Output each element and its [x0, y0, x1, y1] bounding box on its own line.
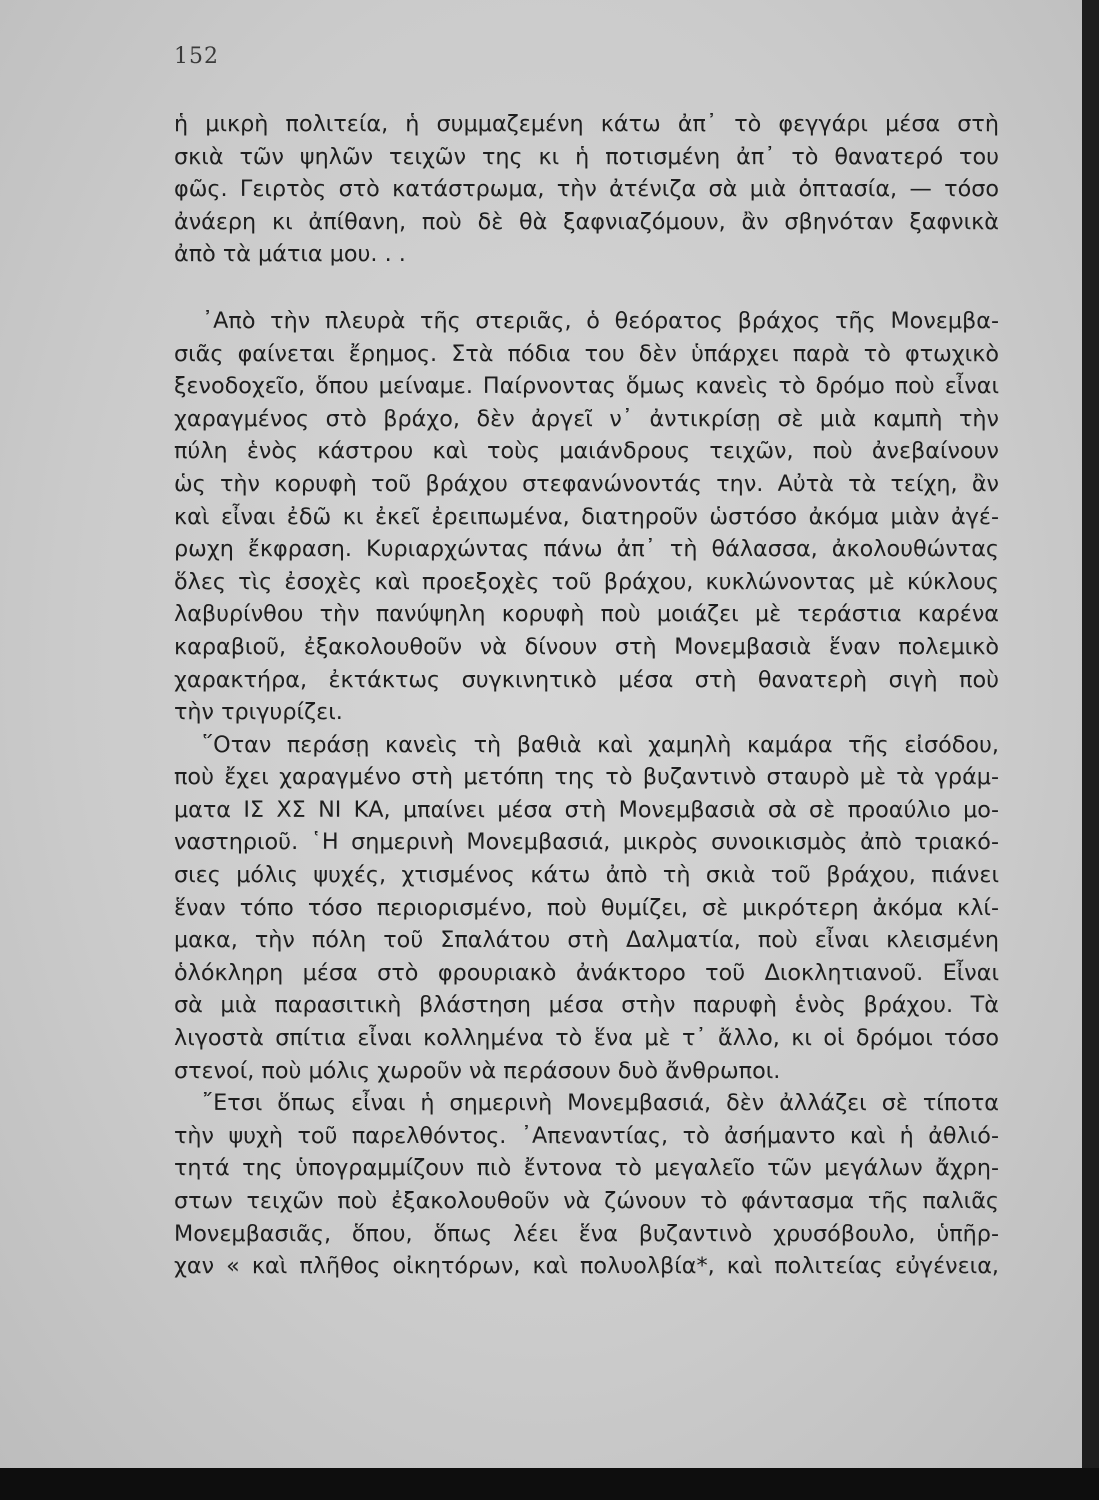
- text-line: ῞Οταν περάσῃ κανεὶς τὴ βαθιὰ καὶ χαμηλὴ καμάρα τῆς εἰσόδου,: [202, 731, 999, 758]
- text-line: ἡ μικρὴ πολιτεία, ἡ συμμαζεμένη κάτω ἀπ᾽ τὸ φεγγάρι μέσα στὴ: [174, 111, 999, 137]
- text-line: πύλη ἑνὸς κάστρου καὶ τοὺς μαιάνδρους τειχῶν, ποὺ ἀνεβαίνουν: [174, 438, 999, 465]
- text-line: ῎Ετσι ὅπως εἶναι ἡ σημερινὴ Μονεμβασιά, δὲν ἀλλάζει σὲ τίποτα: [202, 1090, 999, 1117]
- scan-bottom-border: [0, 1468, 1099, 1500]
- text-line: ὡς τὴν κορυφὴ τοῦ βράχου στεφανώνοντάς την. Αὐτὰ τὰ τείχη, ἂν: [174, 470, 999, 497]
- text-line: ἕναν τόπο τόσο περιορισμένο, ποὺ θυμίζει, σὲ μικρότερη ἀκόμα κλί-: [174, 894, 999, 921]
- text-line: στενοί, ποὺ μόλις χωροῦν νὰ περάσουν δυὸ ἄνθρωποι.: [174, 1057, 781, 1084]
- text-line: Μονεμβασιᾶς, ὅπου, ὅπως λέει ἕνα βυζαντινὸ χρυσόβουλο, ὑπῆρ-: [174, 1220, 999, 1247]
- text-line: σιες μόλις ψυχές, χτισμένος κάτω ἀπὸ τὴ σκιὰ τοῦ βράχου, πιάνει: [174, 862, 999, 889]
- text-line: σκιὰ τῶν ψηλῶν τειχῶν της κι ἡ ποτισμένη ἀπ᾽ τὸ θανατερό του: [174, 143, 999, 170]
- text-line: τὴν τριγυρίζει.: [174, 699, 343, 726]
- text-line: σιᾶς φαίνεται ἔρημος. Στὰ πόδια του δὲν ὑπάρχει παρὰ τὸ φτωχικὸ: [174, 340, 999, 367]
- text-line: ματα ΙΣ ΧΣ ΝΙ ΚΑ, μπαίνει μέσα στὴ Μονεμβασιὰ σὰ σὲ προαύλιο μο-: [174, 796, 999, 823]
- text-line: καραβιοῦ, ἐξακολουθοῦν νὰ δίνουν στὴ Μονεμβασιὰ ἕναν πολεμικὸ: [174, 633, 999, 660]
- text-line: ρωχη ἔκφραση. Κυριαρχώντας πάνω ἀπ᾽ τὴ θάλασσα, ἀκολουθώντας: [174, 536, 999, 563]
- text-line: χαραγμένος στὸ βράχο, δὲν ἀργεῖ ν᾽ ἀντικρίσῃ σὲ μιὰ καμπὴ τὴν: [174, 405, 999, 432]
- text-line: μακα, τὴν πόλη τοῦ Σπαλάτου στὴ Δαλματία, ποὺ εἶναι κλεισμένη: [174, 927, 999, 954]
- text-line: χαρακτήρα, ἐκτάκτως συγκινητικὸ μέσα στὴ θανατερὴ σιγὴ ποὺ: [174, 666, 999, 693]
- text-line: τητά της ὑπογραμμίζουν πιὸ ἔντονα τὸ μεγαλεῖο τῶν μεγάλων ἄχρη-: [174, 1155, 999, 1182]
- paragraph-gap: [174, 271, 999, 305]
- body-text: [174, 108, 999, 1283]
- text-line: ποὺ ἔχει χαραγμένο στὴ μετόπη της τὸ βυζαντινὸ σταυρὸ μὲ τὰ γράμ-: [174, 764, 999, 791]
- text-line: λιγοστὰ σπίτια εἶναι κολλημένα τὸ ἕνα μὲ τ᾽ ἄλλο, κι οἱ δρόμοι τόσο: [174, 1025, 999, 1052]
- text-line: ναστηριοῦ. ῾Η σημερινὴ Μονεμβασιά, μικρὸς συνοικισμὸς ἀπὸ τριακό-: [174, 829, 999, 856]
- text-line: ξενοδοχεῖο, ὅπου μείναμε. Παίρνοντας ὅμως κανεὶς τὸ δρόμο ποὺ εἶναι: [174, 373, 999, 400]
- text-line: λαβυρίνθου τὴν πανύψηλη κορυφὴ ποὺ μοιάζει μὲ τεράστια καρένα: [174, 601, 999, 628]
- text-line: χαν « καὶ πλῆθος οἰκητόρων, καὶ πολυολβία*, καὶ πολιτείας εὐγένεια,: [174, 1253, 999, 1280]
- text-line: ᾿Απὸ τὴν πλευρὰ τῆς στεριᾶς, ὁ θεόρατος βράχος τῆς Μονεμβα-: [202, 307, 999, 334]
- text-line: ὁλόκληρη μέσα στὸ φρουριακὸ ἀνάκτορο τοῦ Διοκλητιανοῦ. Εἶναι: [174, 959, 999, 986]
- page-edge-shadow: [1082, 0, 1099, 1500]
- text-line: ἀνάερη κι ἀπίθανη, ποὺ δὲ θὰ ξαφνιαζόμουν, ἂν σβηνόταν ξαφνικὰ: [174, 208, 999, 235]
- text-line: τὴν ψυχὴ τοῦ παρελθόντος. ᾿Απεναντίας, τὸ ἀσήμαντο καὶ ἡ ἀθλιό-: [174, 1122, 999, 1149]
- text-line: φῶς. Γειρτὸς στὸ κατάστρωμα, τὴν ἀτένιζα σὰ μιὰ ὀπτασία, — τόσο: [174, 176, 999, 203]
- text-line: σὰ μιὰ παρασιτικὴ βλάστηση μέσα στὴν παρυφὴ ἑνὸς βράχου. Τὰ: [174, 992, 999, 1019]
- text-line: ὅλες τὶς ἐσοχὲς καὶ προεξοχὲς τοῦ βράχου, κυκλώνοντας μὲ κύκλους: [174, 568, 999, 595]
- page-number: 152: [174, 44, 219, 69]
- text-line: ἀπὸ τὰ μάτια μου. . .: [174, 241, 406, 268]
- text-line: καὶ εἶναι ἐδῶ κι ἐκεῖ ἐρειπωμένα, διατηροῦν ὡστόσο ἀκόμα μιὰν ἀγέ-: [174, 503, 999, 530]
- text-line: στων τειχῶν ποὺ ἐξακολουθοῦν νὰ ζώνουν τὸ φάντασμα τῆς παλιᾶς: [174, 1188, 999, 1214]
